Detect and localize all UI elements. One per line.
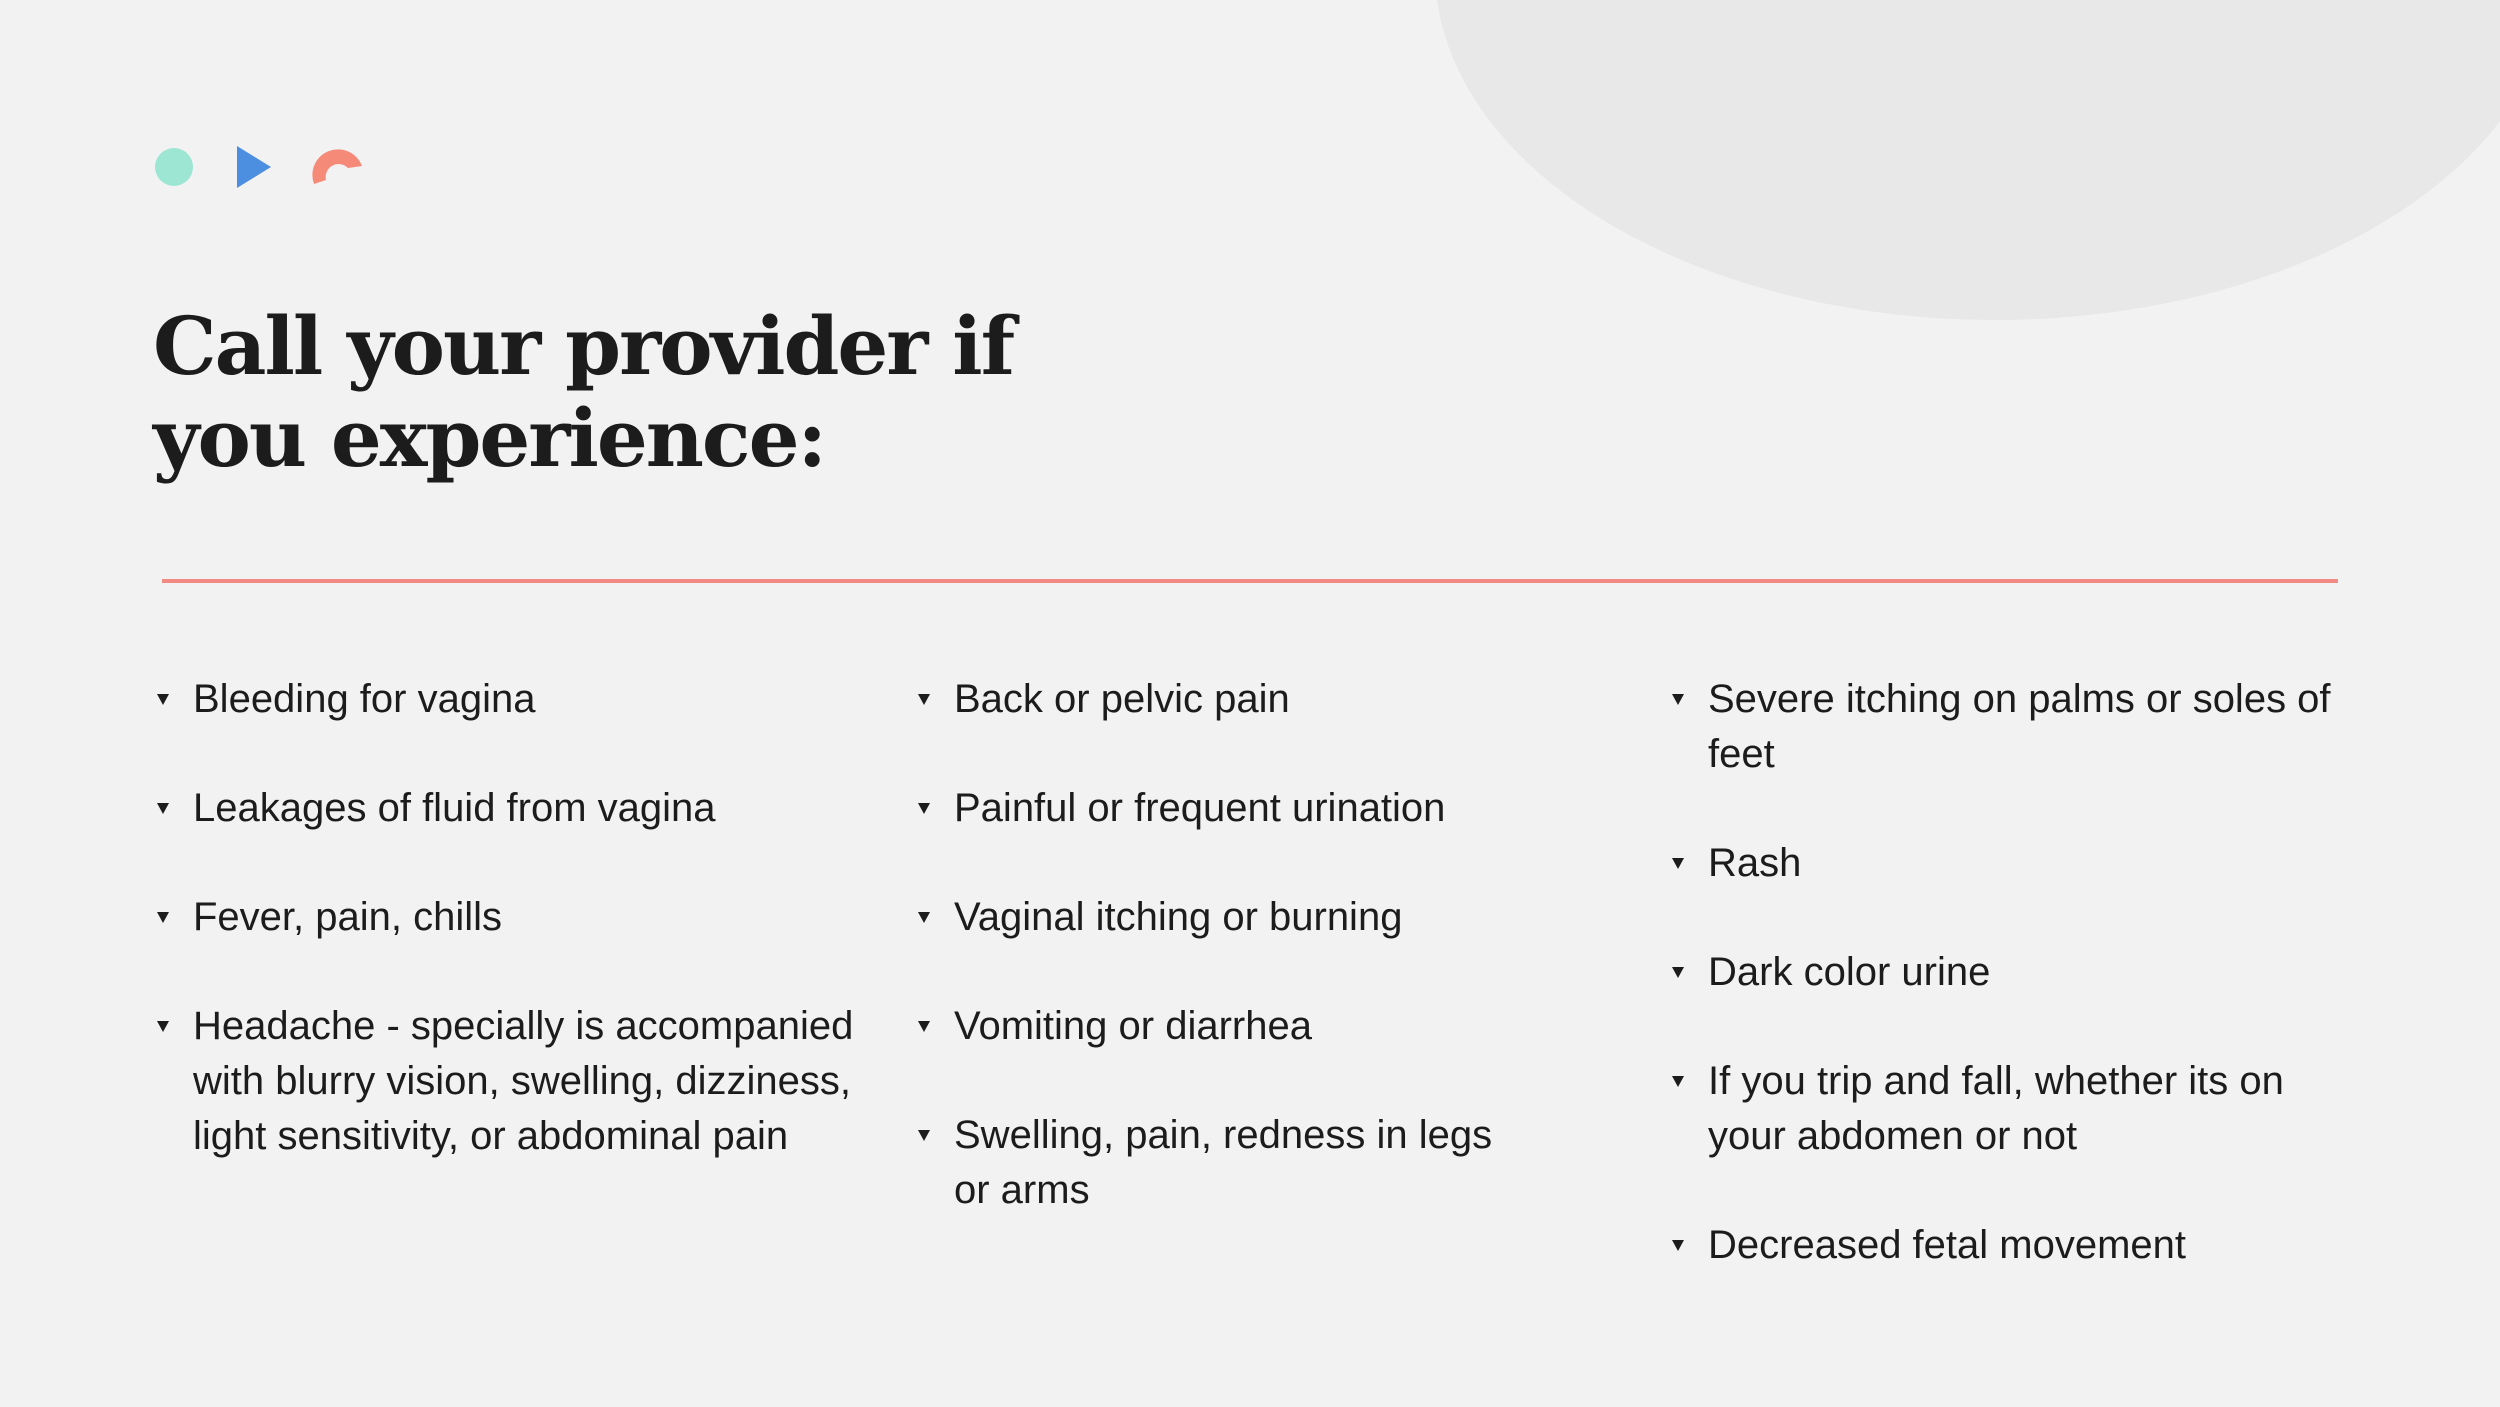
list-item-text: Leakages of fluid from vagina xyxy=(193,786,716,830)
list-item-text: Fever, pain, chills xyxy=(193,895,503,939)
list-item-text: Bleeding for vagina xyxy=(193,677,536,721)
list-item xyxy=(1670,836,2360,891)
divider-line xyxy=(162,579,2338,583)
title-line-1: Call your provider if xyxy=(153,299,1014,393)
list-item xyxy=(1670,1054,2360,1164)
list-item xyxy=(1670,945,2360,1000)
bullet-triangle-icon xyxy=(1672,1240,1684,1251)
symptom-list-column-1 xyxy=(155,672,855,1218)
list-item-text: Vomiting or diarrhea xyxy=(954,1004,1312,1048)
symptom-list-column-3 xyxy=(1670,672,2360,1327)
list-item xyxy=(916,672,1536,727)
bullet-triangle-icon xyxy=(157,803,169,814)
bullet-triangle-icon xyxy=(157,912,169,923)
bullet-triangle-icon xyxy=(1672,694,1684,705)
teal-circle-icon xyxy=(155,148,193,186)
bullet-triangle-icon xyxy=(1672,1076,1684,1087)
list-item-text: Decreased fetal movement xyxy=(1708,1223,2187,1267)
list-item xyxy=(1670,672,2360,782)
list-item-text: Back or pelvic pain xyxy=(954,677,1290,721)
bullet-triangle-icon xyxy=(918,912,930,923)
list-item-text: Headache - specially is accompanied with blurry vision, swelling, dizziness, light sensitivity, or abdominal pain xyxy=(193,1004,854,1158)
bullet-triangle-icon xyxy=(1672,858,1684,869)
list-item xyxy=(1670,1218,2360,1273)
list-item xyxy=(155,672,855,727)
blue-play-triangle-icon xyxy=(237,146,271,188)
list-item xyxy=(155,999,855,1164)
list-item xyxy=(916,999,1536,1054)
list-item xyxy=(916,890,1536,945)
list-item-text: Severe itching on palms or soles of feet xyxy=(1708,677,2331,776)
symptom-list-column-2 xyxy=(916,672,1536,1272)
bullet-triangle-icon xyxy=(918,1130,930,1141)
list-item-text: Dark color urine xyxy=(1708,950,1991,994)
bullet-triangle-icon xyxy=(157,694,169,705)
title-line-2: you experience: xyxy=(153,391,826,485)
bullet-triangle-icon xyxy=(157,1021,169,1032)
list-item xyxy=(916,1108,1536,1218)
list-item xyxy=(155,890,855,945)
bullet-triangle-icon xyxy=(918,1021,930,1032)
list-item xyxy=(155,781,855,836)
list-item xyxy=(916,781,1536,836)
decorative-shapes xyxy=(155,140,375,192)
list-item-text: Swelling, pain, redness in legs or arms xyxy=(954,1113,1493,1212)
list-item-text: Painful or frequent urination xyxy=(954,786,1446,830)
background-decor-circle xyxy=(1435,0,2500,320)
bullet-triangle-icon xyxy=(1672,967,1684,978)
bullet-triangle-icon xyxy=(918,803,930,814)
list-item-text: If you trip and fall, whether its on your abdomen or not xyxy=(1708,1059,2284,1158)
coral-arc-icon xyxy=(312,146,364,186)
page-title xyxy=(153,300,1053,484)
list-item-text: Vaginal itching or burning xyxy=(954,895,1403,939)
bullet-triangle-icon xyxy=(918,694,930,705)
list-item-text: Rash xyxy=(1708,841,1802,885)
